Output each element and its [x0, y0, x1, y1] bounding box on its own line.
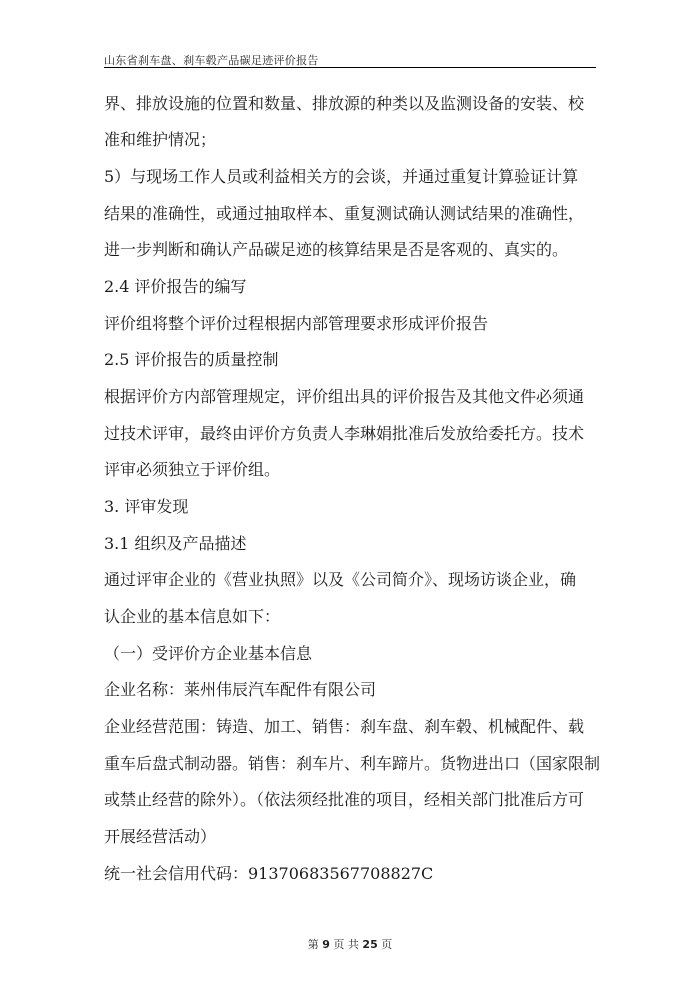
total-pages: 25 [362, 938, 378, 951]
footer-prefix: 第 [307, 938, 319, 951]
text-line: 5）与现场工作人员或利益相关方的会谈，并通过重复计算验证计算 [104, 167, 579, 186]
footer-mid: 页 共 [333, 938, 359, 951]
subsection-heading: （一）受评价方企业基本信息 [104, 644, 313, 663]
business-scope-line: 重车后盘式制动器。销售：刹车片、利车蹄片。货物进出口（国家限制 [104, 754, 601, 773]
text-line: 界、排放设施的位置和数量、排放源的种类以及监测设备的安装、校 [104, 94, 585, 113]
header-rule [104, 67, 596, 68]
text-line: 结果的准确性，或通过抽取样本、重复测试确认测试结果的准确性， [104, 204, 585, 223]
text-line: 认企业的基本信息如下： [104, 607, 281, 626]
page-footer [0, 936, 700, 952]
section-heading: 3.1 组织及产品描述 [104, 534, 247, 553]
section-heading: 2.4 评价报告的编写 [104, 277, 247, 296]
page-number: 9 [322, 938, 330, 951]
text-line: 通过评审企业的《营业执照》以及《公司简介》、现场访谈企业，确 [104, 570, 577, 589]
text-line: 过技术评审，最终由评价方负责人李琳娟批准后发放给委托方。技术 [104, 424, 585, 443]
section-heading: 2.5 评价报告的质量控制 [104, 350, 279, 369]
text-line: 评价组将整个评价过程根据内部管理要求形成评价报告 [104, 314, 489, 333]
section-heading: 3. 评审发现 [104, 497, 189, 516]
running-header: 山东省刹车盘、刹车毂产品碳足迹评价报告 [104, 54, 319, 67]
text-line: 进一步判断和确认产品碳足迹的核算结果是否是客观的、真实的。 [104, 240, 569, 259]
business-scope-line: 或禁止经营的除外）。（依法须经批准的项目，经相关部门批准后方可 [104, 790, 585, 809]
business-scope-line: 企业经营范围：铸造、加工、销售：刹车盘、刹车毂、机械配件、载 [104, 717, 585, 736]
credit-code-line: 统一社会信用代码：91370683567708827C [104, 864, 434, 883]
text-line: 评审必须独立于评价组。 [104, 460, 281, 479]
footer-suffix: 页 [381, 938, 393, 951]
business-scope-line: 开展经营活动） [104, 827, 217, 846]
text-line: 准和维护情况； [104, 130, 217, 149]
company-name-line: 企业名称：莱州伟辰汽车配件有限公司 [104, 680, 377, 699]
text-line: 根据评价方内部管理规定，评价组出具的评价报告及其他文件必须通 [104, 387, 585, 406]
